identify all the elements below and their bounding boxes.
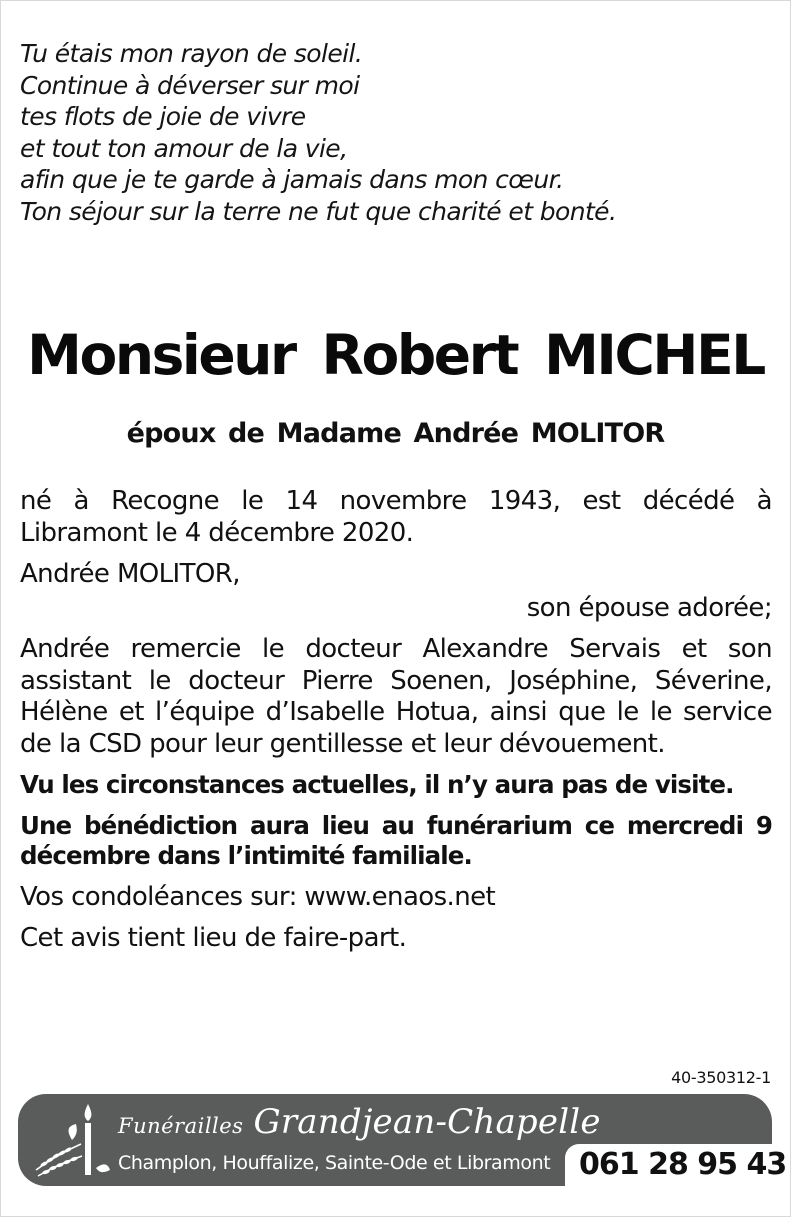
blessing-notice: Une bénédiction aura lieu au funérarium ce mercredi 9 décembre dans l’intimité familiale. bbox=[20, 810, 772, 870]
poem-line: afin que je te garde à jamais dans mon cœur. bbox=[20, 165, 564, 195]
survivor-name: Andrée MOLITOR, bbox=[20, 559, 240, 589]
reference-number: 40-350312-1 bbox=[671, 1068, 771, 1087]
funeral-home-name: Grandjean-Chapelle bbox=[253, 1102, 601, 1142]
funeral-home-prefix: Funérailles bbox=[118, 1114, 244, 1138]
candle-wheat-icon bbox=[26, 1100, 116, 1182]
poem-line: Ton séjour sur la terre ne fut que charité et bonté. bbox=[20, 196, 617, 226]
poem-line: Tu étais mon rayon de soleil. bbox=[20, 39, 363, 68]
poem-line: tes flots de joie de vivre bbox=[20, 102, 306, 132]
announcement-body bbox=[20, 486, 772, 965]
phone-number: 061 28 95 43 bbox=[579, 1147, 787, 1182]
spouse-line: époux de Madame Andrée MOLITOR bbox=[126, 418, 665, 449]
birth-death-paragraph: né à Recogne le 14 novembre 1943, est décédé à Libramont le 4 décembre 2020. bbox=[20, 486, 772, 548]
deceased-name: Monsieur Robert MICHEL bbox=[27, 323, 764, 387]
faire-part-notice: Cet avis tient lieu de faire-part. bbox=[20, 923, 407, 953]
funeral-home-title bbox=[118, 1102, 601, 1142]
survivor-relation: son épouse adorée; bbox=[526, 592, 772, 623]
phone-box bbox=[565, 1144, 787, 1188]
condolences-line: Vos condoléances sur: www.enaos.net bbox=[20, 881, 496, 912]
poem bbox=[20, 38, 780, 228]
poem-line: et tout ton amour de la vie, bbox=[20, 133, 348, 163]
thanks-paragraph: Andrée remercie le docteur Alexandre Servais et son assistant le docteur Pierre Soenen, Joséphine, Séverine, Hélène et l’équipe d’Isabelle Hotua, ainsi que le le service de la CSD pour leur gentillesse et leur dévouement. bbox=[20, 634, 772, 759]
poem-line: Continue à déverser sur moi bbox=[20, 70, 360, 100]
funeral-home-locations: Champlon, Houffalize, Sainte-Ode et Libramont bbox=[118, 1152, 551, 1174]
no-visit-notice: Vu les circonstances actuelles, il n’y aura pas de visite. bbox=[20, 770, 734, 799]
